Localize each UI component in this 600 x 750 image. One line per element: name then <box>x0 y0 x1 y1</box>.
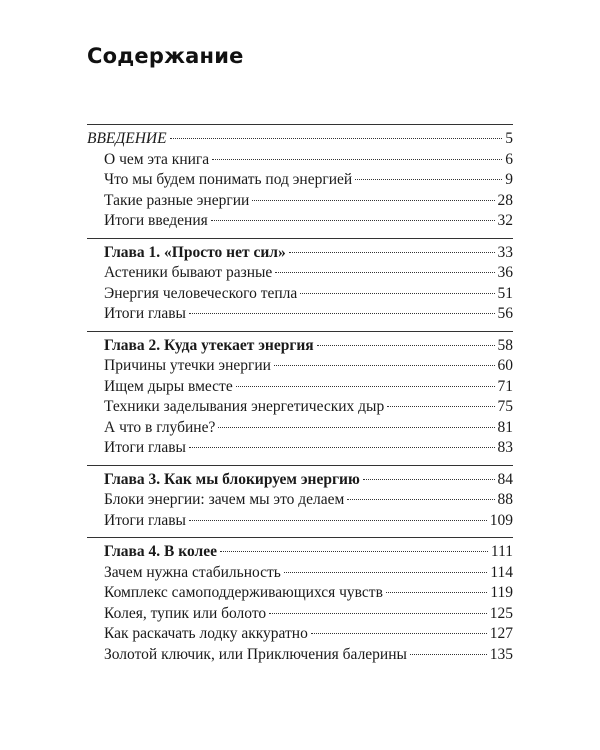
toc-entry[interactable] <box>87 211 513 232</box>
toc-entry-label: Итоги главы <box>104 439 186 456</box>
toc-entry[interactable] <box>87 645 513 666</box>
dot-leader <box>220 551 488 552</box>
toc-entry-label: Блоки энергии: зачем мы это делаем <box>104 491 345 508</box>
toc-page-number: 135 <box>489 645 513 663</box>
toc-page-number: 32 <box>497 212 513 229</box>
toc-page-number: 88 <box>497 491 513 508</box>
toc-page-number: 51 <box>497 284 513 302</box>
toc-entry[interactable] <box>87 191 513 212</box>
dot-leader <box>410 654 487 655</box>
toc-chapter-label: Глава 3. Как мы блокируем энергию <box>104 470 360 488</box>
toc-page-number: 111 <box>490 543 513 560</box>
toc-entry[interactable] <box>87 377 513 398</box>
toc-entry[interactable] <box>87 170 513 191</box>
toc-page-number: 5 <box>505 130 513 147</box>
toc-page-number: 127 <box>489 625 513 642</box>
dot-leader <box>274 365 495 366</box>
table-of-contents <box>87 118 513 665</box>
toc-entry[interactable] <box>87 624 513 645</box>
toc-entry-label: Энергия человеческого тепла <box>104 284 298 302</box>
dot-leader <box>275 272 494 273</box>
page-title: Содержание <box>87 44 244 68</box>
toc-chapter[interactable] <box>87 336 513 357</box>
toc-chapter-label: Глава 1. «Просто нет сил» <box>104 243 286 261</box>
dot-leader <box>252 200 494 201</box>
toc-page-number: 81 <box>497 418 513 436</box>
toc-page-number: 28 <box>497 191 513 209</box>
toc-entry-label: Ищем дыры вместе <box>104 377 233 395</box>
toc-entry[interactable] <box>87 511 513 532</box>
toc-page-number: 83 <box>497 439 513 456</box>
toc-entry[interactable] <box>87 583 513 604</box>
toc-entry[interactable] <box>87 438 513 459</box>
dot-leader <box>347 499 494 500</box>
toc-entry[interactable] <box>87 418 513 439</box>
toc-chapter[interactable] <box>87 470 513 491</box>
dot-leader <box>212 159 502 160</box>
dot-leader <box>189 447 495 448</box>
toc-chapter-label: Глава 2. Куда утекает энергия <box>104 336 314 354</box>
toc-entry-label: Итоги введения <box>104 212 208 229</box>
separator-line <box>87 238 513 239</box>
toc-chapter-label: Глава 4. В колее <box>104 543 217 560</box>
dot-leader <box>218 427 494 428</box>
dot-leader <box>211 220 495 221</box>
dot-leader <box>387 406 494 407</box>
toc-page-number: 60 <box>497 357 513 374</box>
toc-entry-label: ВВЕДЕНИЕ <box>87 130 167 147</box>
dot-leader <box>170 138 503 139</box>
dot-leader <box>269 613 487 614</box>
toc-entry[interactable] <box>87 356 513 377</box>
separator-line <box>87 465 513 466</box>
toc-page-number: 84 <box>497 470 513 488</box>
dot-leader <box>311 633 487 634</box>
toc-entry-label: О чем эта книга <box>104 150 210 168</box>
toc-entry-label: Итоги главы <box>104 305 186 322</box>
dot-leader <box>355 179 502 180</box>
toc-page-number: 114 <box>490 563 513 581</box>
toc-entry[interactable] <box>87 263 513 284</box>
toc-entry-label: Зачем нужна стабильность <box>104 563 281 581</box>
toc-entry-label: Комплекс самоподдерживающихся чувств <box>104 584 383 601</box>
dot-leader <box>289 252 495 253</box>
toc-entry[interactable] <box>87 563 513 584</box>
toc-chapter[interactable] <box>87 243 513 264</box>
toc-entry-label: Техники заделывания энергетических дыр <box>104 398 385 415</box>
dot-leader <box>363 479 495 480</box>
separator-line <box>87 124 513 125</box>
toc-entry-label: Итоги главы <box>104 511 186 529</box>
dot-leader <box>386 592 487 593</box>
toc-intro[interactable] <box>87 129 513 150</box>
toc-page-number: 125 <box>489 604 513 622</box>
toc-entry[interactable] <box>87 304 513 325</box>
separator-line <box>87 331 513 332</box>
dot-leader <box>189 313 495 314</box>
toc-page-number: 119 <box>490 584 513 601</box>
toc-entry[interactable] <box>87 604 513 625</box>
dot-leader <box>300 293 494 294</box>
toc-entry[interactable] <box>87 284 513 305</box>
dot-leader <box>284 572 487 573</box>
toc-page-number: 9 <box>505 171 513 188</box>
dot-leader <box>189 520 487 521</box>
toc-entry-label: Астеники бывают разные <box>104 264 273 281</box>
separator-line <box>87 537 513 538</box>
toc-page-number: 6 <box>505 150 513 168</box>
toc-page-number: 109 <box>489 511 513 529</box>
toc-entry-label: Колея, тупик или болото <box>104 604 267 622</box>
toc-chapter[interactable] <box>87 542 513 563</box>
toc-entry[interactable] <box>87 490 513 511</box>
toc-page-number: 36 <box>497 264 513 281</box>
toc-entry[interactable] <box>87 397 513 418</box>
toc-entry-label: Золотой ключик, или Приключения балерины <box>104 645 407 663</box>
toc-page-number: 75 <box>497 398 513 415</box>
toc-entry-label: Что мы будем понимать под энергией <box>104 171 353 188</box>
toc-page-number: 33 <box>497 243 513 261</box>
toc-page-number: 56 <box>497 305 513 322</box>
toc-entry-label: Причины утечки энергии <box>104 357 271 374</box>
toc-entry[interactable] <box>87 150 513 171</box>
toc-entry-label: Как раскачать лодку аккуратно <box>104 625 308 642</box>
toc-entry-label: Такие разные энергии <box>104 191 250 209</box>
dot-leader <box>236 386 495 387</box>
toc-page-number: 71 <box>497 377 513 395</box>
dot-leader <box>317 345 495 346</box>
toc-entry-label: А что в глубине? <box>104 418 216 436</box>
toc-page-number: 58 <box>497 336 513 354</box>
